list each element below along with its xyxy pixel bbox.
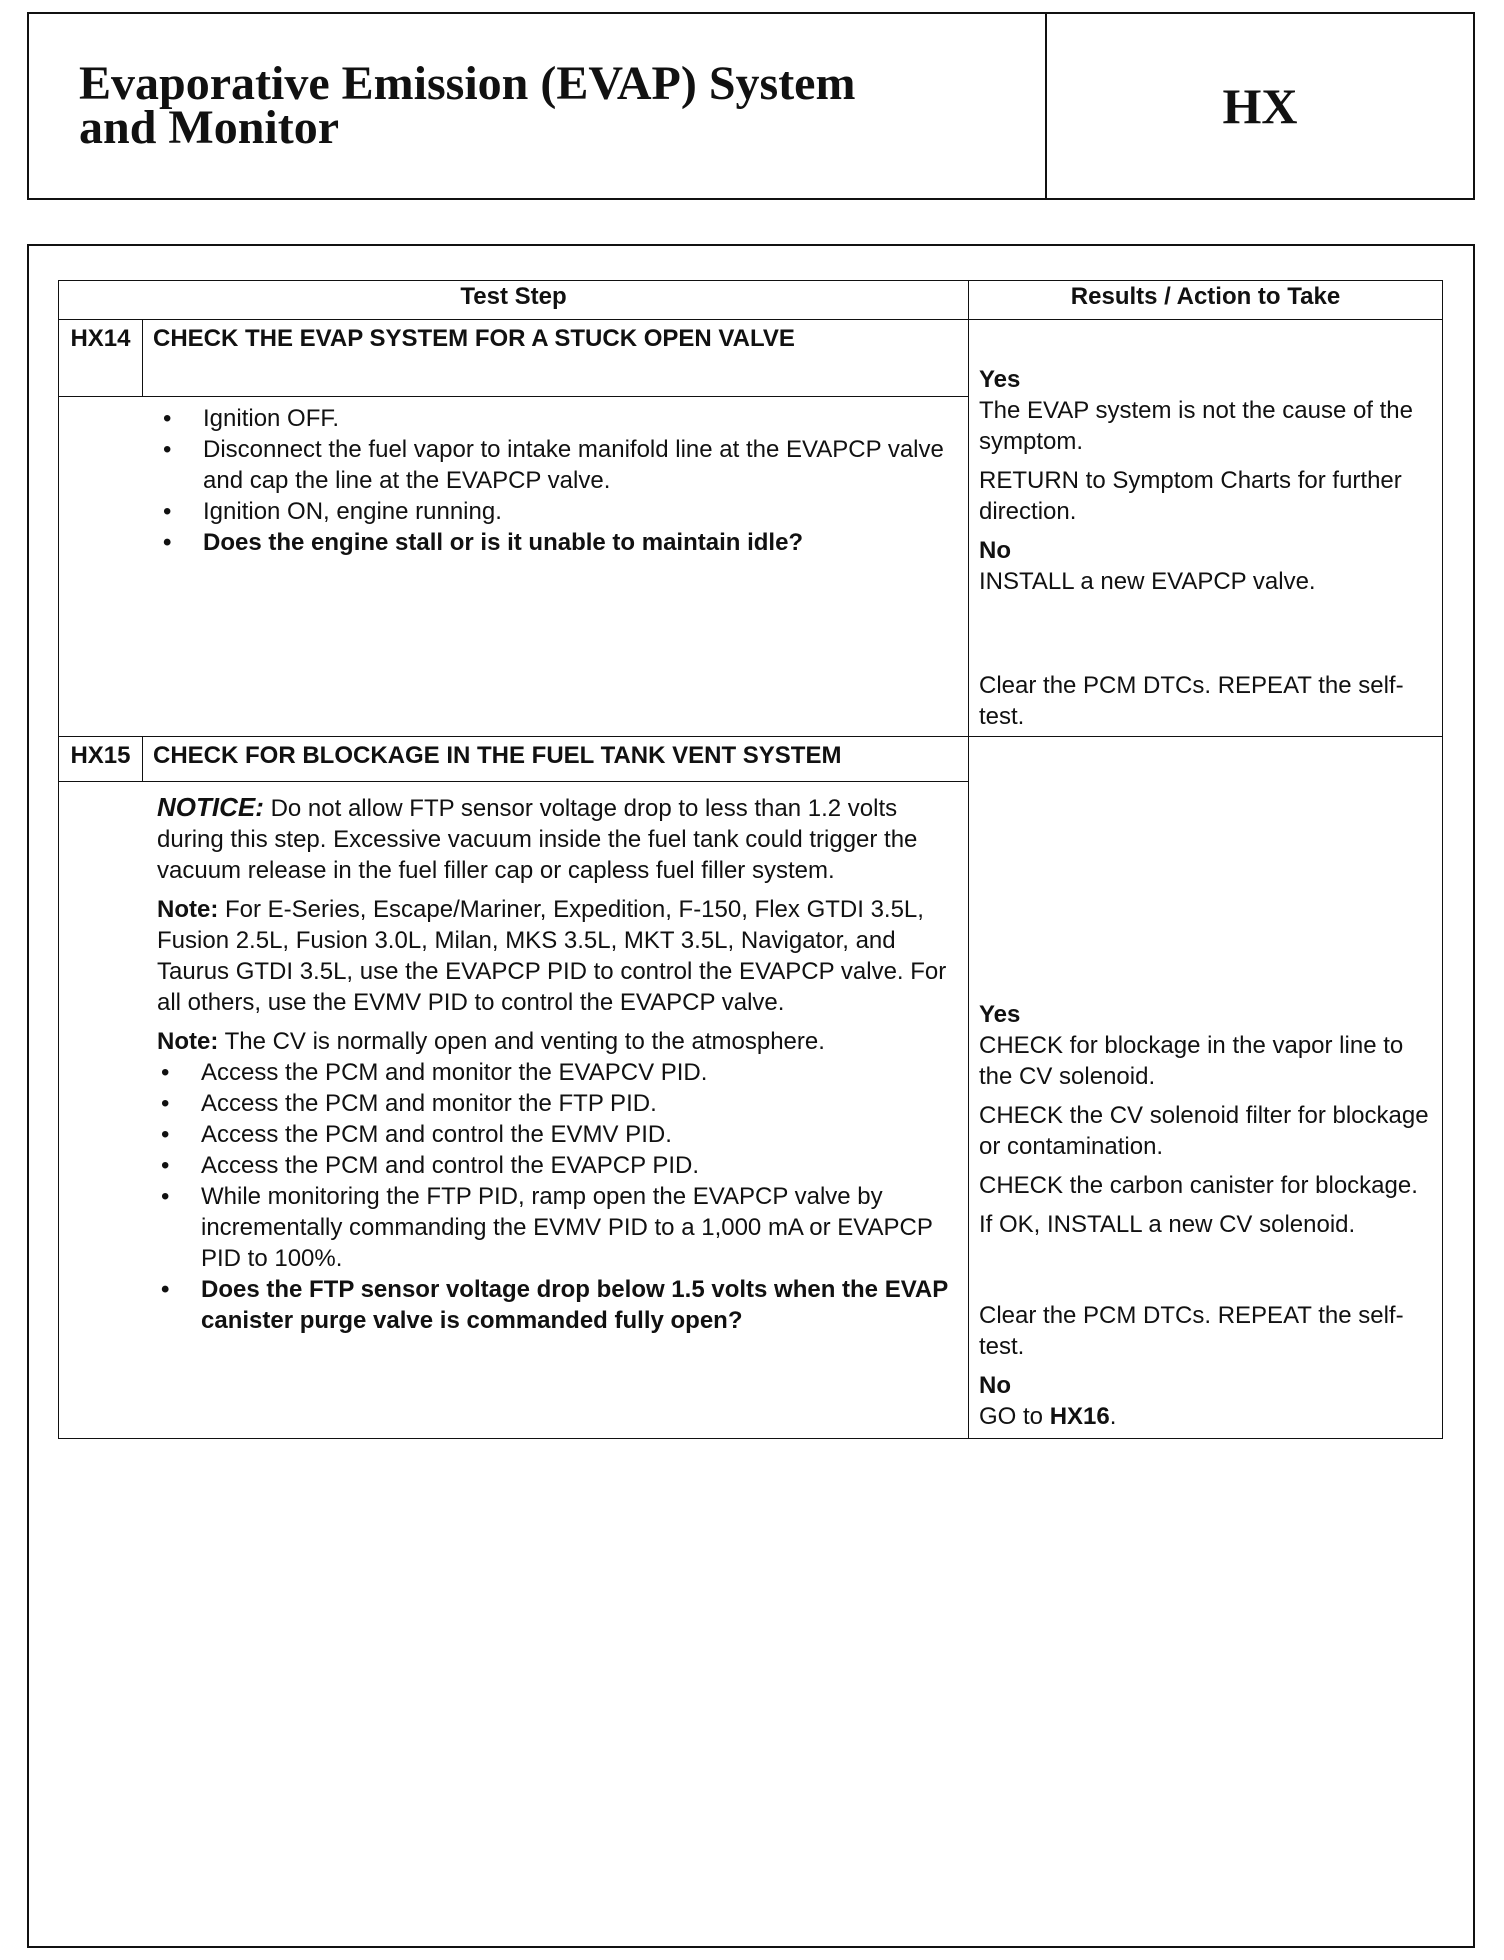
hx14-yes-text-1: The EVAP system is not the cause of the symptom. [979, 397, 1414, 455]
section-code: HX [1222, 78, 1298, 134]
title-line-1: Evaporative Emission (EVAP) System [79, 57, 856, 110]
hx15-code: HX15 [59, 737, 143, 782]
list-item: • Ignition ON, engine running. [203, 496, 960, 527]
hx14-body [59, 396, 969, 736]
hx15-bullet-list [157, 1057, 960, 1336]
col-header-results: Results / Action to Take [969, 281, 1443, 320]
hx15-no-prefix: GO to [979, 1403, 1044, 1430]
list-item: • Disconnect the fuel vapor to intake manifold line at the EVAPCP valve and cap the line at the EVAPCP valve. [203, 434, 960, 496]
hx15-clear-text: Clear the PCM DTCs. REPEAT the self-test. [979, 1302, 1404, 1360]
hx15-yes-text-2: CHECK the CV solenoid filter for blockage or contamination. [979, 1102, 1429, 1160]
hx15-no-text [979, 1401, 1432, 1432]
hx14-no-label: No [979, 537, 1011, 564]
col-header-test-step: Test Step [59, 281, 969, 320]
hx14-results [969, 320, 1443, 737]
hx15-yes-text-1: CHECK for blockage in the vapor line to the CV solenoid. [979, 1032, 1404, 1090]
list-item: • Access the PCM and control the EVAPCP PID. [201, 1150, 960, 1181]
hx14-title: CHECK THE EVAP SYSTEM FOR A STUCK OPEN VALVE [143, 320, 969, 397]
test-step-table [58, 280, 1443, 1439]
table-header-row [59, 281, 1443, 320]
header-box [27, 12, 1475, 200]
hx15-body [59, 781, 969, 1438]
note-label: Note: [157, 895, 219, 923]
hx14-yes-label: Yes [979, 366, 1021, 393]
note-text: The CV is normally open and venting to the atmosphere. [224, 1027, 825, 1055]
hx15-note-1 [157, 894, 960, 1018]
list-item: • Access the PCM and monitor the FTP PID. [201, 1088, 960, 1119]
notice-text: Do not allow FTP sensor voltage drop to less than 1.2 volts during this step. Excessive vacuum inside the fuel tank could trigger the vacuum release in the fuel filler cap or capless fuel filler system. [157, 794, 918, 884]
list-item: • While monitoring the FTP PID, ramp open the EVAPCP valve by incrementally commanding the EVMV PID to a 1,000 mA or EVAPCP PID to 100%. [201, 1181, 960, 1274]
hx14-question: • Does the engine stall or is it unable to maintain idle? [203, 527, 960, 558]
hx15-results [969, 737, 1443, 1439]
note-text: For E-Series, Escape/Mariner, Expedition, F-150, Flex GTDI 3.5L, Fusion 2.5L, Fusion 3.0L, Milan, MKS 3.5L, MKT 3.5L, Navigator, and Taurus GTDI 3.5L, use the EVAPCP PID to control the EVAPCP valve. For all others, use the EVMV PID to control the EVAPCP valve. [157, 895, 947, 1016]
hx15-yes-text-3: CHECK the carbon canister for blockage. [979, 1172, 1418, 1199]
hx15-yes-label: Yes [979, 1001, 1021, 1028]
hx14-bullet-list [159, 403, 960, 558]
hx16-link[interactable]: HX16 [1049, 1403, 1110, 1430]
page-title [79, 57, 1009, 154]
notice-label: NOTICE: [157, 791, 264, 822]
hx14-no-text: INSTALL a new EVAPCP valve. [979, 568, 1316, 595]
hx14-code: HX14 [59, 320, 143, 397]
hx14-yes-text-2: RETURN to Symptom Charts for further direction. [979, 467, 1402, 525]
hx15-yes-text-4: If OK, INSTALL a new CV solenoid. [979, 1211, 1356, 1238]
hx15-title: CHECK FOR BLOCKAGE IN THE FUEL TANK VENT SYSTEM [143, 737, 969, 782]
hx15-no-label: No [979, 1372, 1011, 1399]
hx14-clear-text: Clear the PCM DTCs. REPEAT the self-test. [979, 672, 1404, 730]
list-item: • Access the PCM and control the EVMV PID. [201, 1119, 960, 1150]
hx15-no-suffix: . [1109, 1403, 1117, 1430]
list-item: • Access the PCM and monitor the EVAPCV PID. [201, 1057, 960, 1088]
hx14-title-row [59, 320, 1443, 397]
hx15-notice [157, 792, 960, 886]
title-line-2: and Monitor [79, 101, 340, 154]
hx15-title-row [59, 737, 1443, 782]
hx15-question: • Does the FTP sensor voltage drop below 1.5 volts when the EVAP canister purge valve is commanded fully open? [201, 1274, 960, 1336]
note-label: Note: [157, 1027, 219, 1055]
list-item: • Ignition OFF. [203, 403, 960, 434]
hx15-note-2 [157, 1026, 960, 1057]
